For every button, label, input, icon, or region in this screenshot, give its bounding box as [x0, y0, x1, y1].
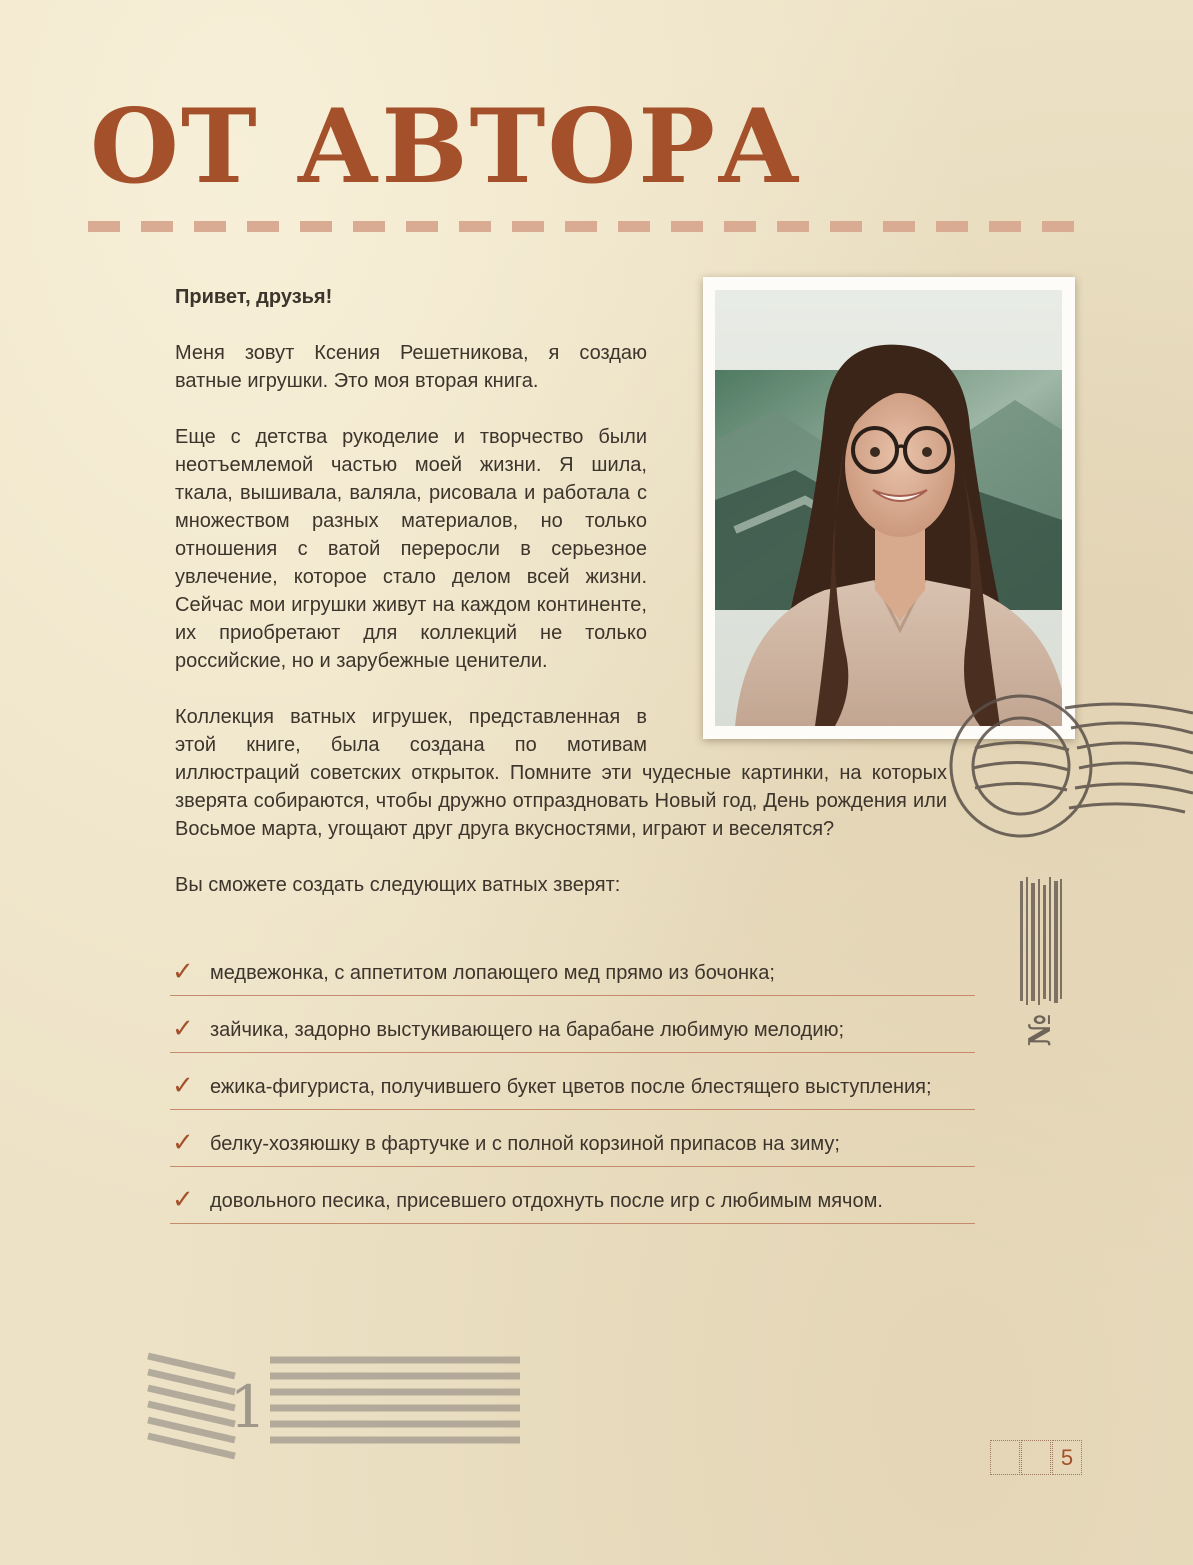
check-icon: ✓: [172, 1013, 194, 1043]
check-icon: ✓: [172, 1070, 194, 1100]
page-title: ОТ АВТОРА: [90, 87, 803, 207]
list-item: ✓ белку-хозяюшку в фартучке и с полной корзиной припасов на зиму;: [170, 1124, 975, 1167]
list-item: ✓ ежика-фигуриста, получившего букет цветов после блестящего выступления;: [170, 1067, 975, 1110]
intro-paragraph: Меня зовут Ксения Решетникова, я создаю ватные игрушки. Это моя вторая книга.: [175, 342, 647, 392]
page-number: 5: [1052, 1440, 1082, 1475]
dashed-divider: [88, 221, 1078, 232]
striped-stamp-icon: [140, 1348, 530, 1463]
greeting: Привет, друзья!: [175, 286, 333, 308]
check-icon: ✓: [172, 1127, 194, 1157]
page-number-boxes: [990, 1440, 1082, 1475]
animals-list: [170, 953, 975, 1238]
intro-text: [175, 283, 947, 927]
stamp-number: 1: [229, 1373, 267, 1441]
intro-paragraph: Еще с детства рукоделие и творчество были неотъемлемой частью моей жизни. Я шила, ткала, вышивала, валяла, рисовала и работала с множеством разных материалов, но только отношения с ватой переросли в серьезное увлечение, которое стало делом всей жизни. Сейчас мои игрушки живут на каждом континенте, их приобретают для коллекций не только российские, но и зарубежные ценители.: [175, 426, 647, 672]
list-item: ✓ довольного песика, присевшего отдохнуть после игр с любимым мячом.: [170, 1181, 975, 1224]
check-icon: ✓: [172, 1184, 194, 1214]
page-number-box: [1021, 1440, 1051, 1475]
check-icon: ✓: [172, 956, 194, 986]
number-sign: №: [1023, 1013, 1058, 1047]
list-item: ✓ зайчика, задорно выстукивающего на барабане любимую мелодию;: [170, 1010, 975, 1053]
list-item: ✓ медвежонка, с аппетитом лопающего мед прямо из бочонка;: [170, 953, 975, 996]
postmark-stamp-icon: [945, 688, 1193, 850]
intro-paragraph: Коллекция ватных игрушек, представленная в этой книге, была создана по мотивам иллюстраций советских открыток. Помните эти чудесные картинки, на которых зверята собираются, чтобы дружно отпраздновать Новый год, День рождения или Восьмое марта, угощают друг друга вкусностями, играют и веселятся?: [175, 706, 947, 840]
page-number-box: [990, 1440, 1020, 1475]
list-intro: Вы сможете создать следующих ватных зверят:: [175, 874, 621, 896]
